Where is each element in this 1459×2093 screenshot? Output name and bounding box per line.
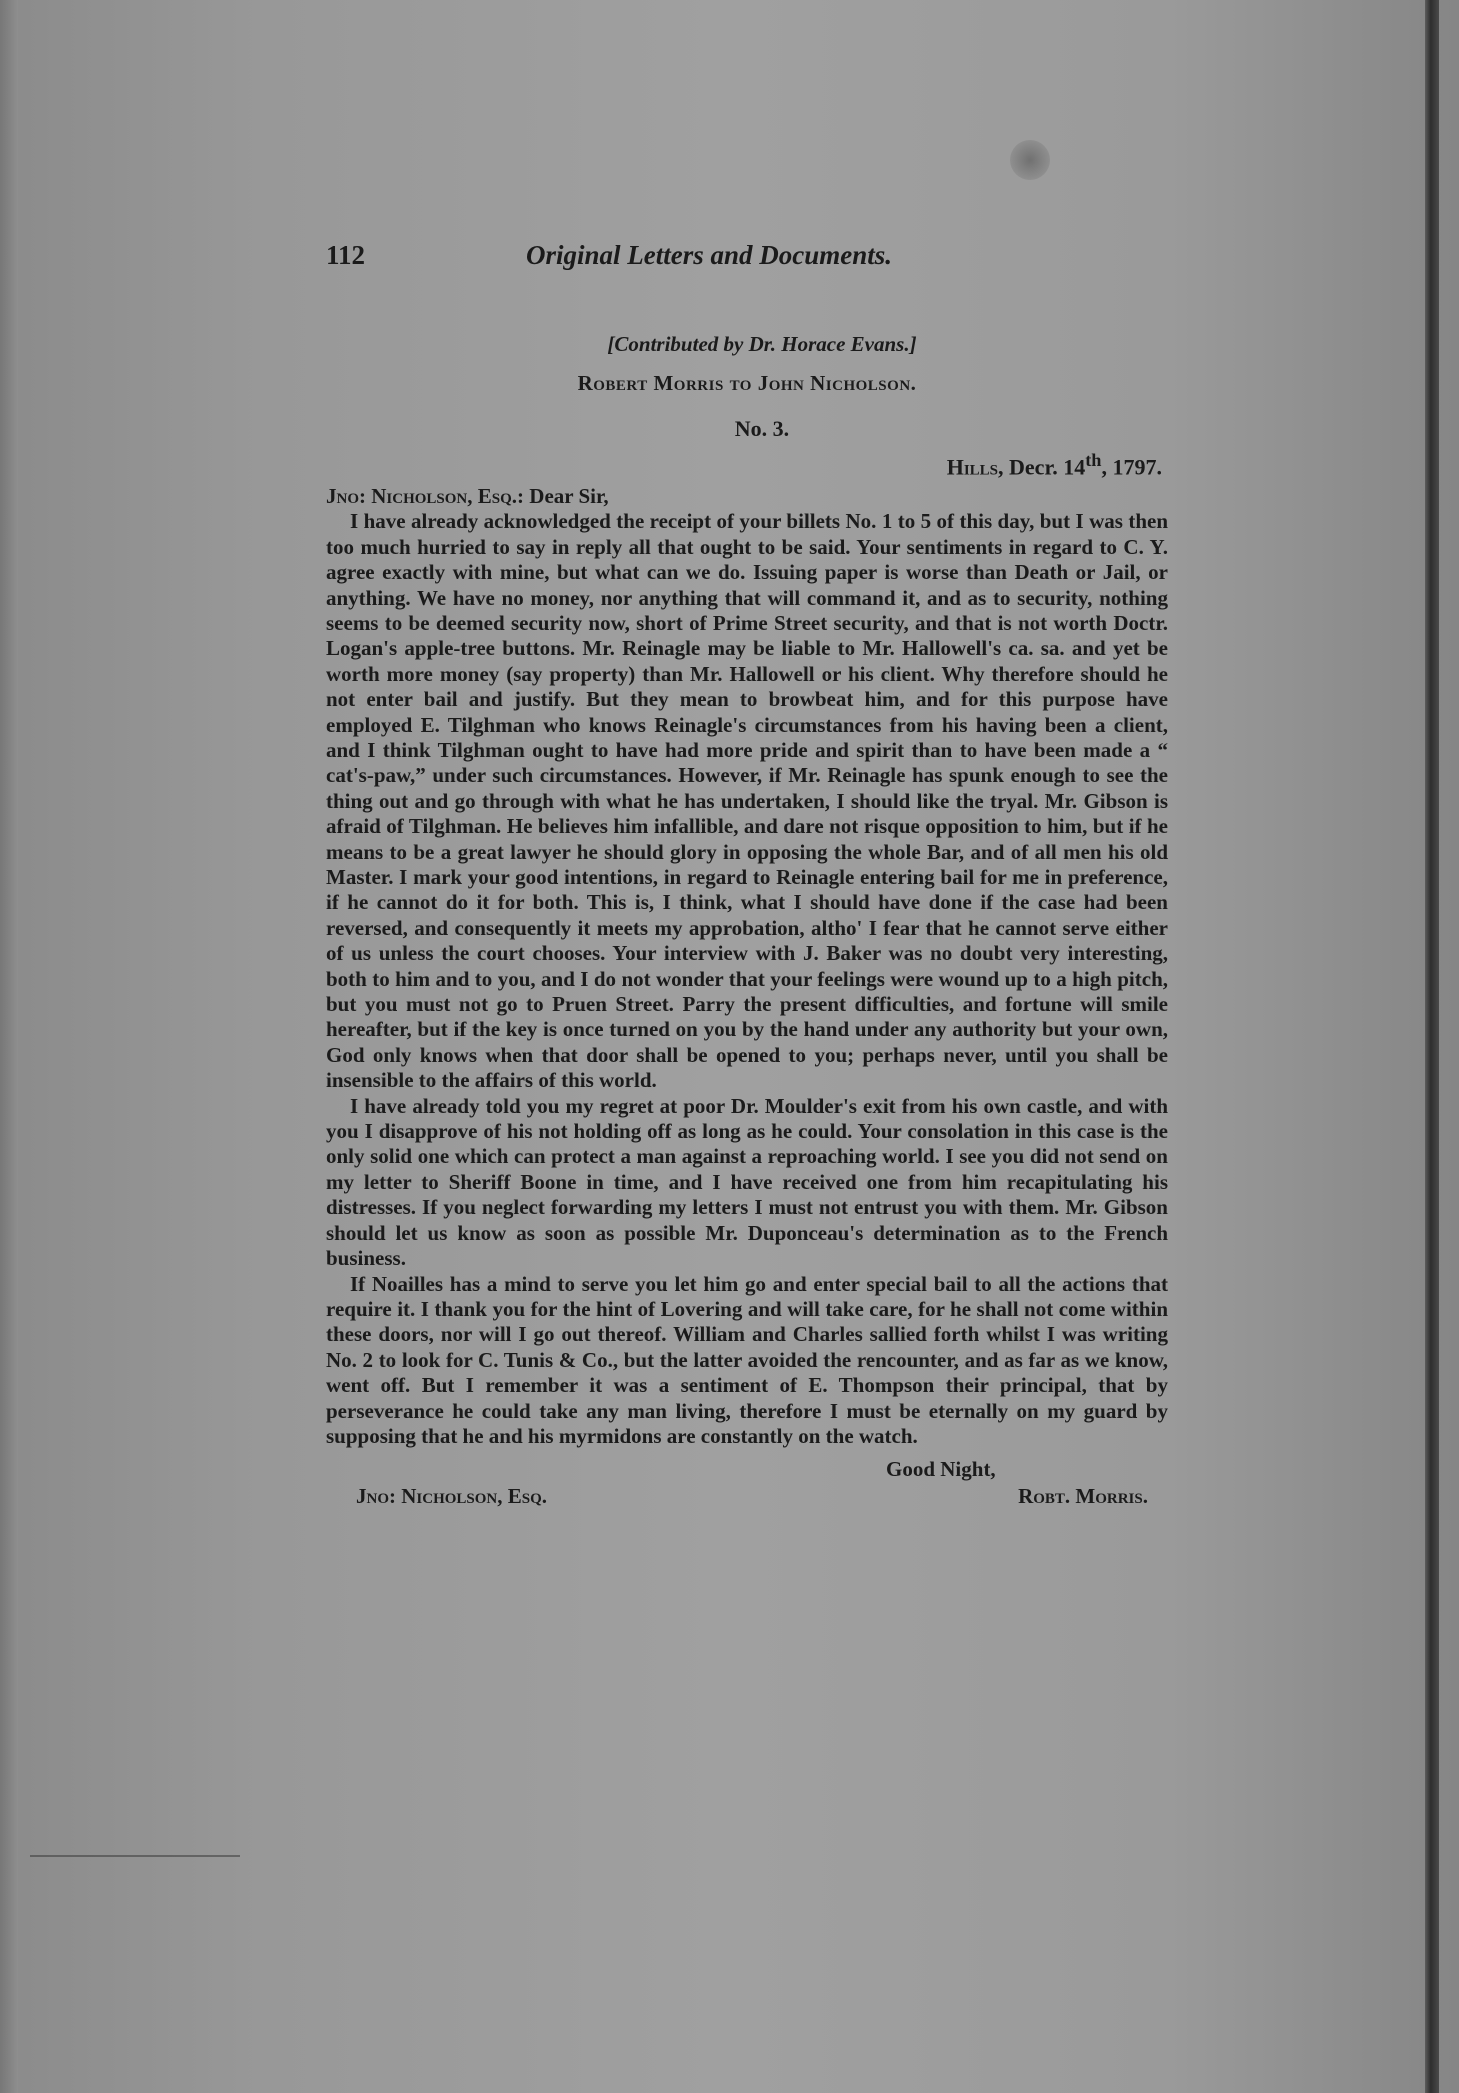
date-place: Hills, — [946, 454, 1004, 480]
salutation — [326, 484, 1168, 509]
salutation-addressee: Jno: Nicholson, Esq.: — [326, 484, 525, 509]
date-superscript: th — [1085, 450, 1102, 470]
date-year: , 1797. — [1101, 454, 1162, 480]
contributor-credit: [Contributed by Dr. Horace Evans.] — [607, 332, 917, 356]
dateline — [326, 450, 1168, 480]
closing-signer: Robt. Morris. — [1018, 1484, 1148, 1509]
valediction: Good Night, — [886, 1457, 996, 1482]
body-paragraph-2: I have already told you my regret at poor Dr. Moulder's exit from his own castle, and with you I disapprove of his not holding off as long as he could. Your consolation in this case is the only solid one which can protect a man against a reproaching world. I see you did not send on my letter to Sheriff Boone in time, and I have received one from him recapitulating his distresses. If you neglect forwarding my letters I must not entrust you with them. Mr. Gibson should let us know as soon as possible Mr. Duponceau's determination as to the French business. — [326, 1093, 1168, 1271]
page-binding-edge — [1425, 0, 1439, 2093]
closing-recipient: Jno: Nicholson, Esq. — [356, 1484, 548, 1509]
body-paragraph-1: I have already acknowledged the receipt of your billets No. 1 to 5 of this day, but I was then too much hurried to say in reply all that ought to be said. Your sentiments in regard to C. Y. agree exactly with mine, but what can we do. Issuing paper is worse than Death or Jail, or anything. We have no money, nor anything that will command it, and as to security, nothing seems to be deemed security now, short of Prime Street security, and that is not worth Doctr. Logan's apple-tree buttons. Mr. Reinagle may be liable to Mr. Hallowell's ca. sa. and yet be worth more money (say property) than Mr. Hallowell or his client. Why therefore should he not enter bail and justify. But they mean to browbeat him, and for this purpose have employed E. Tilghman who knows Reinagle's circumstances from his having been a client, and I think Tilghman ought to have had more pride and spirit than to have been made a “ cat's-paw,” under such circumstances. However, if Mr. Reinagle has spunk enough to see the thing out and go through with what he has undertaken, I should like the tryal. Mr. Gibson is afraid of Tilghman. He believes him infallible, and dare not risque opposition to him, but if he means to be a great lawyer he should glory in opposing the whole Bar, and of all men his old Master. I mark your good intentions, in regard to Reinagle entering bail for me in preference, if he cannot do it for both. This is, I think, what I should have done if the case had been reversed, and consequently it meets my approbation, altho' I fear that he cannot serve either of us unless the court chooses. Your interview with J. Baker was no doubt very interesting, both to him and to you, and I do not wonder that your feelings were wound up to a high pitch, but you must not go to Pruen Street. Parry the present difficulties, and fortune will smile hereafter, but if the key is once turned on you by the hand under any authority but your own, God only knows when that door shall be opened to you; perhaps never, until you shall be insensible to the affairs of this world. — [326, 509, 1168, 1093]
body-paragraph-3: If Noailles has a mind to serve you let him go and enter special bail to all the actions that require it. I thank you for the hint of Lovering and will take care, for he shall not come within these doors, nor will I go out thereof. William and Charles sallied forth whilst I was writing No. 2 to look for C. Tunis & Co., but the latter avoided the rencounter, and as far as we know, went off. But I remember it was a sentiment of E. Thompson their principal, that by perseverance he could take any man living, therefore I must be eternally on my guard by supposing that he and his myrmidons are constantly on the watch. — [326, 1271, 1168, 1448]
letter-number: No. 3. — [734, 416, 790, 441]
salutation-greeting: Dear Sir, — [524, 484, 609, 509]
margin-mark — [30, 1855, 240, 1857]
letter-body — [326, 509, 1168, 1449]
page-content — [326, 240, 1168, 1512]
ink-smudge — [1010, 140, 1050, 180]
letter-title: Robert Morris to John Nicholson. — [577, 371, 917, 395]
signature-row — [326, 1484, 1168, 1512]
date-text: Decr. 14 — [1003, 454, 1086, 480]
page-number: 112 — [326, 240, 366, 270]
running-head — [326, 240, 1168, 290]
running-title: Original Letters and Documents. — [526, 240, 893, 270]
page-left-edge — [0, 0, 18, 2093]
